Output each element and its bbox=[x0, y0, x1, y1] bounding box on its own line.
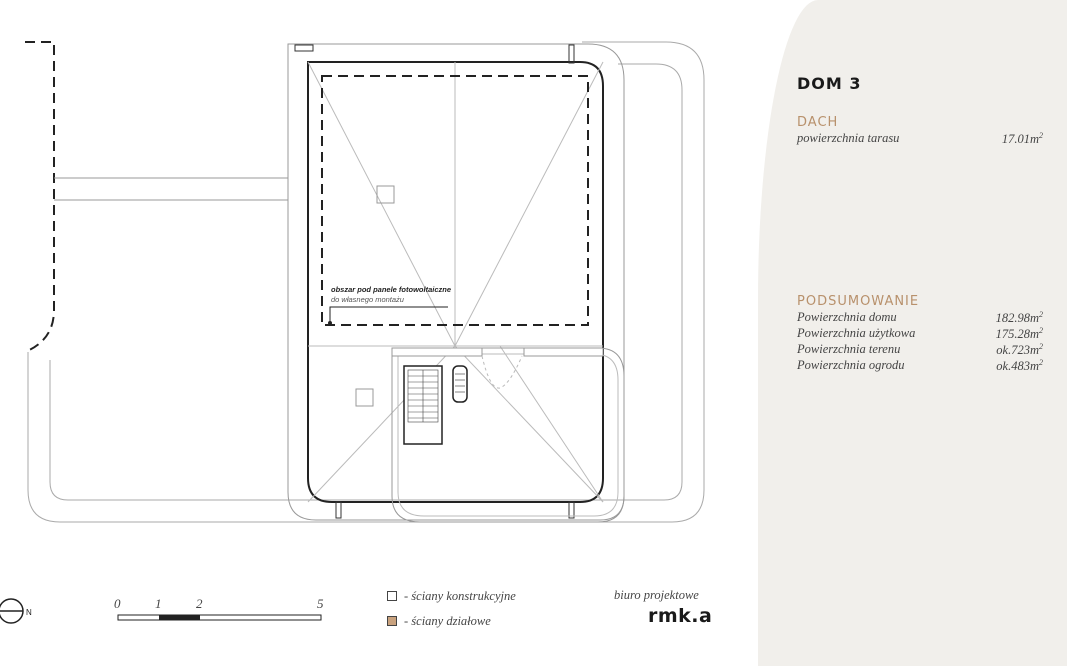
roof-post bbox=[295, 45, 313, 51]
row-value: $175.28m^2$ bbox=[995, 326, 1043, 342]
pv-leader-line bbox=[330, 307, 448, 323]
scale-tick-label: 1 bbox=[155, 596, 162, 611]
summary-row bbox=[797, 310, 1043, 326]
pv-area-sublabel: do własnego montażu bbox=[331, 295, 404, 304]
summary-row bbox=[797, 342, 1043, 358]
pv-area-label: obszar pod panele fotowoltaiczne bbox=[331, 285, 452, 294]
row-label: Powierzchnia domu bbox=[797, 310, 897, 324]
north-letter: N bbox=[26, 608, 32, 617]
roof-post bbox=[569, 45, 574, 63]
row-value: $182.98m^2$ bbox=[995, 310, 1043, 326]
roof-section-title: DACH bbox=[797, 115, 839, 130]
house-title: DOM 3 bbox=[797, 74, 862, 93]
vent-unit bbox=[453, 366, 467, 402]
terrace-railing bbox=[524, 348, 603, 356]
brand-label: biuro projektowe bbox=[614, 588, 699, 602]
scale-tick-label: 0 bbox=[114, 596, 121, 611]
skylight bbox=[356, 389, 373, 406]
partition-wall-label: - ściany działowe bbox=[404, 614, 491, 628]
house-outer-wall bbox=[288, 44, 624, 520]
partition-wall-swatch bbox=[387, 616, 397, 626]
pv-leader-dot bbox=[328, 321, 332, 325]
brand-logo: rmk.a bbox=[648, 605, 713, 627]
row-label: Powierzchnia terenu bbox=[797, 342, 901, 356]
structural-wall-label: - ściany konstrukcyjne bbox=[404, 589, 516, 603]
summary-row bbox=[797, 358, 1043, 374]
roof-post bbox=[336, 502, 341, 518]
scale-bar bbox=[118, 615, 321, 620]
row-label: Powierzchnia ogrodu bbox=[797, 358, 905, 372]
row-label: Powierzchnia użytkowa bbox=[797, 326, 916, 340]
row-value: $17.01m^2$ bbox=[1001, 131, 1043, 147]
terrace-railing bbox=[392, 348, 482, 356]
summary-section-title: PODSUMOWANIE bbox=[797, 294, 920, 309]
door-swing bbox=[482, 356, 522, 388]
roof-slope-lines bbox=[308, 62, 603, 502]
north-arrow bbox=[0, 599, 32, 623]
summary-row bbox=[797, 326, 1043, 342]
row-value: $ok.483m^2$ bbox=[996, 358, 1043, 374]
row-label: powierzchnia tarasu bbox=[797, 131, 900, 145]
scale-tick-label: 2 bbox=[196, 596, 203, 611]
row-value: $ok.723m^2$ bbox=[996, 342, 1043, 358]
plot-boundary-dashed bbox=[25, 42, 54, 352]
roof-row bbox=[797, 131, 1043, 147]
scale-tick-label: 5 bbox=[317, 596, 324, 611]
structural-wall-swatch bbox=[387, 591, 397, 601]
